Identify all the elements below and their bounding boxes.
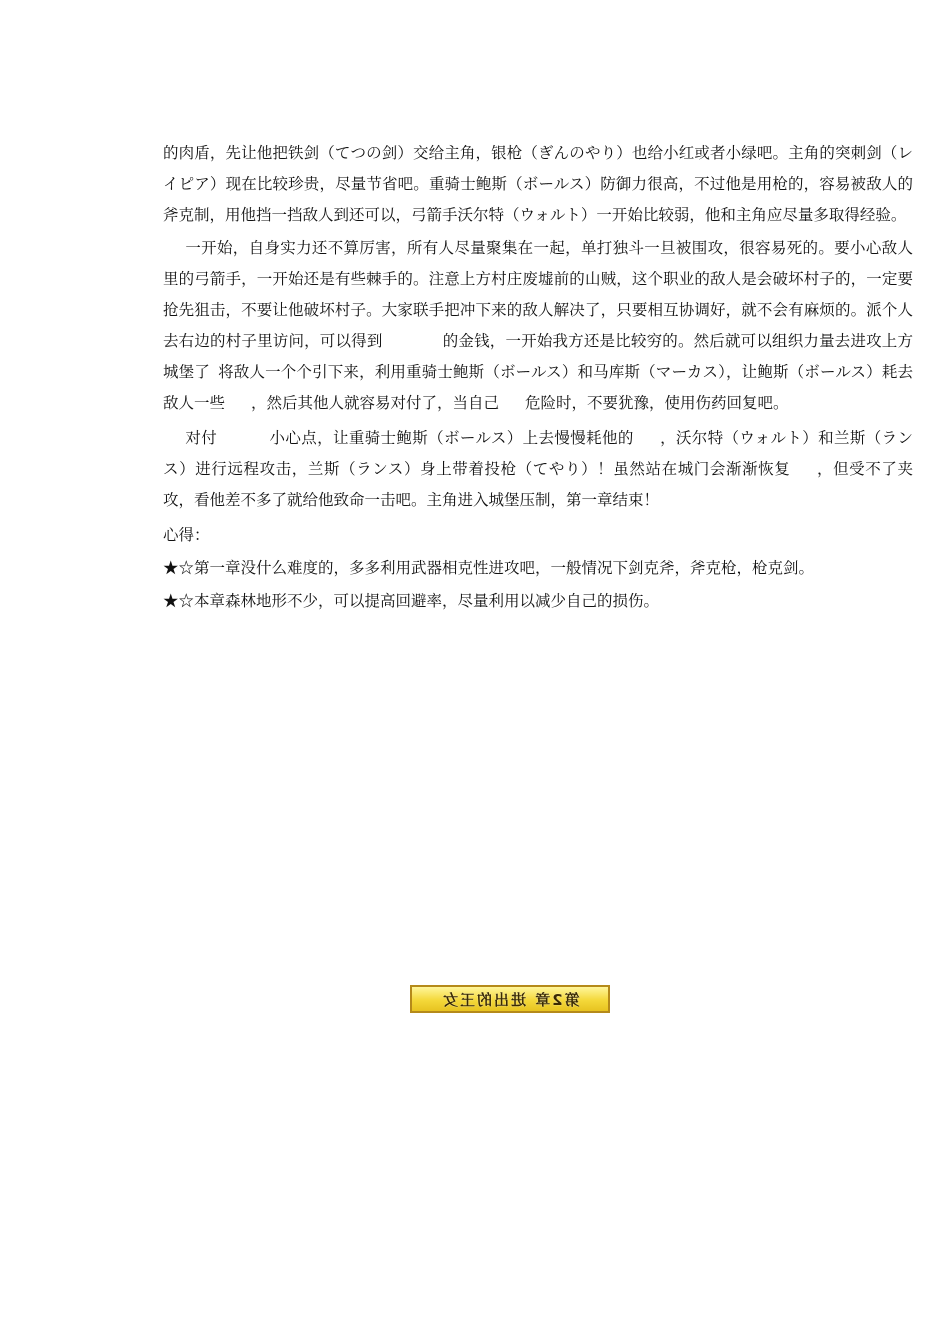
tip-2: ★☆本章森林地形不少，可以提高回避率，尽量利用以减少自己的损伤。 — [163, 592, 660, 610]
paragraph-2-part-e: 危险时，不要犹豫，使用伤药回复吧。 — [525, 394, 789, 412]
paragraph-2-part-d: ，然后其他人就容易对付了，当自己 — [251, 394, 500, 412]
paragraph-3-part-c: ，沃尔特（ウォルト）和兰斯（ランス）进行远程攻击，兰斯（ランス）身上带着投枪（てやり）！虽然站在城门会渐渐恢复 — [163, 429, 913, 478]
chapter-banner-text: 第2章 进出的王女 — [440, 990, 580, 1009]
tip-1: ★☆第一章没什么难度的，多多利用武器相克性进攻吧，一般情况下剑克斧，斧克枪，枪克剑。 — [163, 559, 815, 577]
paragraph-2-part-a: 一开始，自身实力还不算厉害，所有人尽量聚集在一起，单打独斗一旦被围攻，很容易死的。要小心敌人里的弓箭手，一开始还是有些棘手的。注意上方村庄废墟前的山贼，这个职业的敌人是会破坏村子的，一定要抢先狙击，不要让他破坏村子。大家联手把冲下来的敌人解决了，只要相互协调好，就不会有麻烦的。派个人去右边的村子里访问，可以得到 — [163, 239, 913, 350]
paragraph-1: 的肉盾，先让他把铁剑（てつの剑）交给主角，银枪（ぎんのやり）也给小红或者小绿吧。主角的突刺剑（レイピア）现在比较珍贵，尽量节省吧。重骑士鲍斯（ボールス）防御力很高，不过他是用枪的，容易被敌人的斧克制，用他挡一挡敌人到还可以，弓箭手沃尔特（ウォルト）一开始比较弱，他和主角应尽量多取得经验。 — [163, 144, 913, 224]
paragraph-3 — [163, 423, 913, 516]
document-body — [163, 138, 913, 617]
tips-heading: 心得： — [163, 526, 210, 544]
paragraph-2-part-b: 的金钱，一开始我方还是比较穷的。然后就可以组织力量去进攻上方城堡了 — [163, 332, 913, 381]
paragraph-3-part-a: 对付 — [185, 429, 218, 447]
paragraph-3-part-d: ，但受不了夹攻，看他差不多了就给他致命一击吧。主角进入城堡压制，第一章结束！ — [163, 460, 913, 509]
paragraph-3-part-b: 小心点，让重骑士鲍斯（ボールス）上去慢慢耗他的 — [269, 429, 634, 447]
paragraph-2 — [163, 233, 913, 419]
chapter-banner — [410, 985, 610, 1013]
paragraph-2-part-c: 将敌人一个个引下来，利用重骑士鲍斯（ボールス）和马库斯（マーカス），让鲍斯（ボールス）耗去敌人一些 — [163, 363, 913, 412]
